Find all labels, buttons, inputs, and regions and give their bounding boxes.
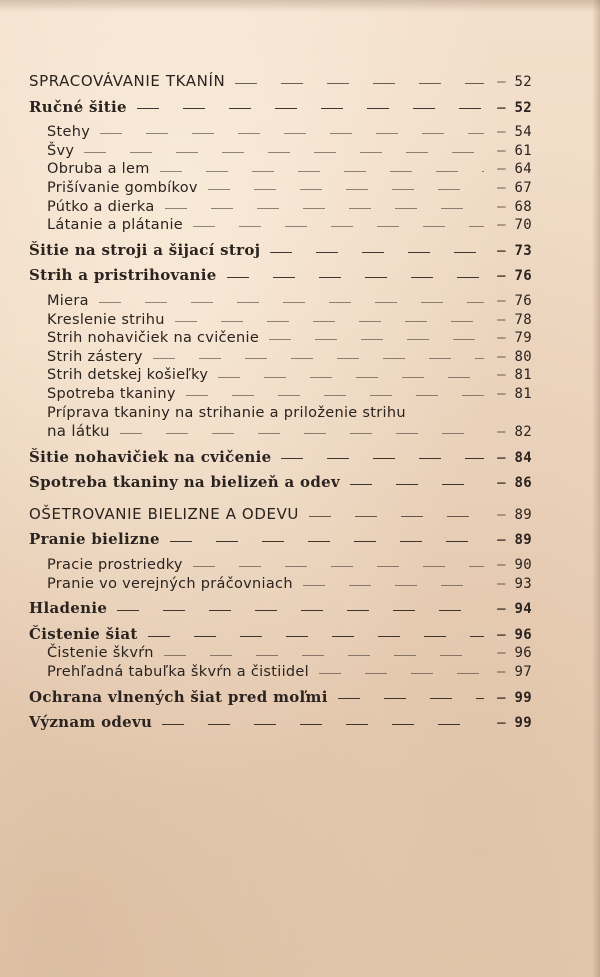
dash-leader (117, 610, 484, 611)
toc-page-number: — 90 (488, 556, 532, 575)
toc-entry-svy (29, 142, 532, 161)
toc-entry-putko (29, 198, 532, 217)
toc-page-number: — 93 (488, 575, 532, 594)
page-right-shadow (592, 0, 600, 977)
dash-leader (269, 339, 484, 340)
toc-label: Kreslenie strihu (47, 311, 165, 328)
toc-section-osetrovanie (29, 505, 532, 525)
toc-page-number: — 97 (488, 663, 532, 682)
toc-entry-strih-zastery (29, 348, 532, 367)
toc-page-number: — 52 (488, 99, 532, 118)
dash-leader (350, 484, 484, 485)
dash-leader (162, 724, 484, 725)
dash-leader (84, 152, 484, 153)
toc-entry-sitie-na-stroji (29, 241, 532, 261)
toc-label: Prišívanie gombíkov (47, 179, 198, 196)
dash-leader (148, 636, 484, 637)
toc-page-number: — 76 (488, 292, 532, 311)
toc-label: Pútko a dierka (47, 198, 155, 215)
toc-page-number: — 96 (488, 644, 532, 663)
toc-label: Miera (47, 292, 89, 309)
toc-page-number: — 76 (488, 267, 532, 286)
toc-label: Spotreba tkaniny na bielizeň a odev (29, 473, 340, 492)
toc-page-number: — 68 (488, 198, 532, 217)
toc-page-number: — 84 (488, 449, 532, 468)
toc-section-spracovavanie (29, 72, 532, 92)
toc-page-number: — 52 (488, 73, 532, 92)
toc-page-number: — 78 (488, 311, 532, 330)
toc-entry-pracie-prostriedky (29, 556, 532, 575)
dash-leader (227, 277, 484, 278)
toc-entry-rucne-sitie (29, 98, 532, 118)
toc-label: Pranie vo verejných práčovniach (47, 575, 293, 592)
toc-entry-ochrana (29, 688, 532, 708)
dash-leader (270, 252, 484, 253)
dash-leader (281, 458, 484, 459)
toc-entry-spotreba-tkaniny (29, 385, 532, 404)
toc-label: Pranie bielizne (29, 530, 160, 549)
dash-leader (309, 516, 484, 517)
toc-entry-vyznam-odevu (29, 713, 532, 733)
toc-entry-spotreba-bielizen (29, 473, 532, 493)
toc-page-number: — 89 (488, 531, 532, 550)
toc-page-number: — 82 (488, 423, 532, 442)
dash-leader (175, 321, 484, 322)
toc-entry-latanie (29, 216, 532, 235)
toc-label: Čistenie škvŕn (47, 645, 154, 662)
dash-leader (120, 433, 484, 434)
toc-label: Hladenie (29, 599, 108, 618)
toc-label: Obruba a lem (47, 161, 150, 178)
toc-page-number: — 89 (488, 506, 532, 525)
toc-page-number: — 61 (488, 142, 532, 161)
dash-leader (193, 226, 484, 227)
toc-label: Ochrana vlnených šiat pred moľmi (29, 687, 328, 706)
dash-leader (165, 208, 484, 209)
toc-label: Význam odevu (29, 713, 153, 732)
toc-entry-sitie-nohaviciek (29, 448, 532, 468)
toc-page-number: — 81 (488, 366, 532, 385)
toc-entry-prehladna-tabulka (29, 663, 532, 682)
dash-leader (303, 585, 484, 586)
toc-entry-strih-nohaviciek (29, 329, 532, 348)
toc-page-number: — 67 (488, 179, 532, 198)
toc-entry-hladenie (29, 599, 532, 619)
toc-label: Spotreba tkaniny (47, 385, 176, 402)
toc-entry-pranie (29, 530, 532, 550)
toc-page-number: — 81 (488, 385, 532, 404)
toc-label: Ručné šitie (29, 97, 127, 116)
toc-page-number: — 99 (488, 714, 532, 733)
dash-leader (170, 541, 484, 542)
toc-page-number: — 73 (488, 242, 532, 261)
toc-page-number: — 86 (488, 474, 532, 493)
toc-page-number: — 79 (488, 329, 532, 348)
dash-leader (235, 83, 484, 84)
dash-leader (208, 189, 484, 190)
toc-label: Prehľadná tabuľka škvŕn a čistiidel (47, 664, 309, 681)
page-top-shadow (0, 0, 600, 12)
toc-label: Strih a pristrihovanie (29, 266, 217, 285)
toc-entry-cistenie-skvrn (29, 644, 532, 663)
toc-entry-priprava-line2 (47, 422, 532, 442)
dash-leader (160, 171, 484, 172)
dash-leader (319, 673, 484, 674)
toc-entry-priprava-tkaniny (29, 404, 532, 442)
dash-leader (193, 566, 484, 567)
toc-entry-stehy (29, 123, 532, 142)
toc-entry-cistenie-siat (29, 625, 532, 645)
toc-page-number: — 54 (488, 123, 532, 142)
toc-page-number: — 94 (488, 600, 532, 619)
toc-page-number: — 99 (488, 689, 532, 708)
toc-label: Strih zástery (47, 348, 143, 365)
toc-label: Látanie a plátanie (47, 217, 184, 234)
dash-leader (338, 698, 484, 699)
dash-leader (153, 358, 484, 359)
toc-entry-miera (29, 292, 532, 311)
dash-leader (186, 395, 484, 396)
toc-entry-pranie-pracovniach (29, 575, 532, 594)
toc-label-line1: Príprava tkaniny na strihanie a priloženie strihu (47, 404, 406, 421)
toc-label: Švy (47, 142, 75, 159)
toc-entry-prisivanie (29, 179, 532, 198)
dash-leader (164, 655, 484, 656)
dash-leader (137, 108, 484, 109)
toc-label: Stehy (47, 124, 91, 141)
toc-page-number: — 64 (488, 160, 532, 179)
toc-entry-obruba (29, 160, 532, 179)
toc-label: Čistenie šiat (29, 624, 138, 643)
toc-label: Pracie prostriedky (47, 557, 183, 574)
table-of-contents (29, 72, 532, 733)
toc-label: OŠETROVANIE BIELIZNE A ODEVU (29, 504, 300, 523)
toc-label-line2: na látku (47, 422, 110, 441)
dash-leader (100, 133, 484, 134)
toc-label: Strih detskej košieľky (47, 367, 209, 384)
dash-leader (99, 302, 484, 303)
toc-page-number: — 70 (488, 216, 532, 235)
toc-page-number: — 96 (488, 626, 532, 645)
toc-label: Strih nohavičiek na cvičenie (47, 330, 260, 347)
toc-page-number: — 80 (488, 348, 532, 367)
toc-entry-strih-kosielky (29, 366, 532, 385)
toc-label: SPRACOVÁVANIE TKANÍN (29, 72, 226, 90)
toc-entry-strih (29, 266, 532, 286)
toc-label: Šitie nohavičiek na cvičenie (29, 447, 272, 466)
toc-label: Šitie na stroji a šijací stroj (29, 240, 261, 259)
dash-leader (218, 377, 484, 378)
toc-entry-kreslenie (29, 311, 532, 330)
